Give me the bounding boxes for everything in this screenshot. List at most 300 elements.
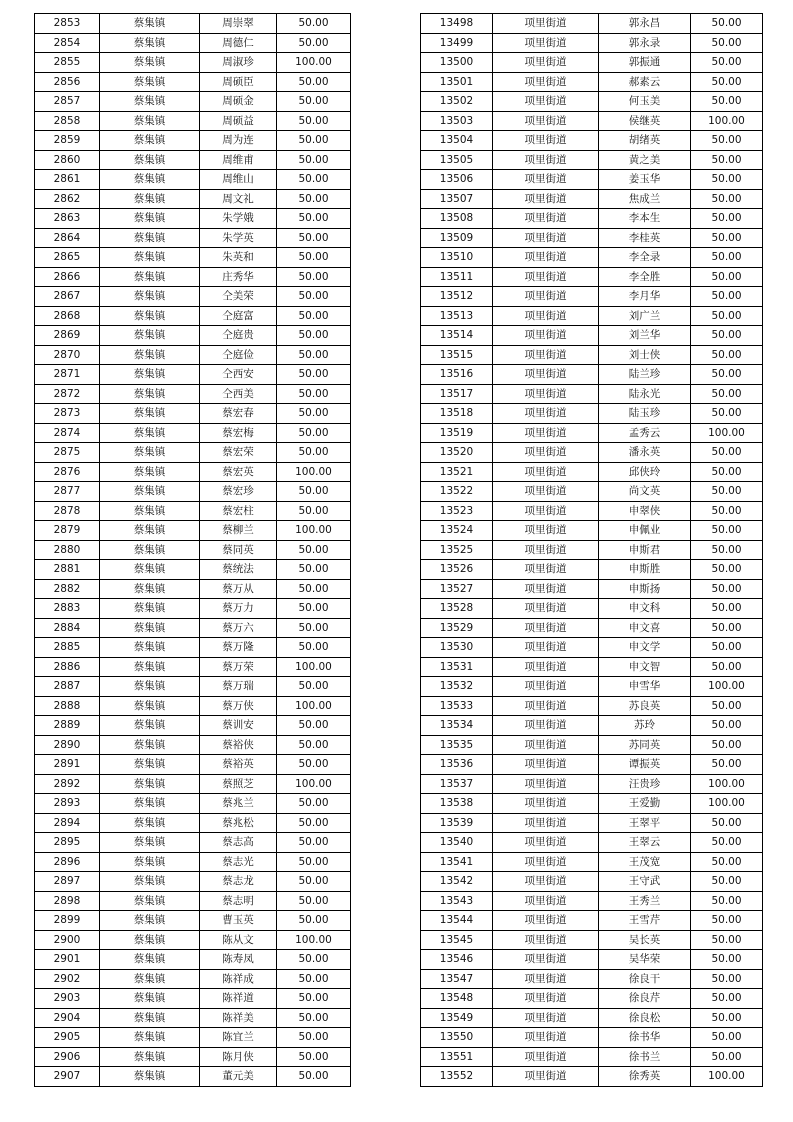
person-name-cell: 蔡兆兰 bbox=[200, 794, 277, 814]
person-name-cell: 周硕益 bbox=[200, 111, 277, 131]
amount-cell: 100.00 bbox=[691, 774, 763, 794]
person-name-cell: 苏同英 bbox=[599, 735, 691, 755]
person-name-cell: 申翠侠 bbox=[599, 501, 691, 521]
person-name-cell: 刘兰华 bbox=[599, 326, 691, 346]
amount-cell: 50.00 bbox=[691, 267, 763, 287]
amount-cell: 50.00 bbox=[691, 911, 763, 931]
table-row bbox=[35, 33, 351, 53]
amount-cell: 50.00 bbox=[277, 501, 351, 521]
person-name-cell: 王守武 bbox=[599, 872, 691, 892]
amount-cell: 100.00 bbox=[691, 111, 763, 131]
serial-number-cell: 2866 bbox=[35, 267, 100, 287]
amount-cell: 50.00 bbox=[277, 384, 351, 404]
amount-cell: 50.00 bbox=[691, 1047, 763, 1067]
township-cell: 蔡集镇 bbox=[100, 696, 200, 716]
serial-number-cell: 2872 bbox=[35, 384, 100, 404]
person-name-cell: 蔡宏英 bbox=[200, 462, 277, 482]
amount-cell: 50.00 bbox=[691, 345, 763, 365]
table-row bbox=[421, 150, 763, 170]
amount-cell: 50.00 bbox=[691, 950, 763, 970]
person-name-cell: 朱学英 bbox=[200, 228, 277, 248]
person-name-cell: 焦成兰 bbox=[599, 189, 691, 209]
table-row bbox=[421, 345, 763, 365]
amount-cell: 50.00 bbox=[277, 248, 351, 268]
amount-cell: 50.00 bbox=[277, 150, 351, 170]
person-name-cell: 陈宜兰 bbox=[200, 1028, 277, 1048]
township-cell: 蔡集镇 bbox=[100, 384, 200, 404]
serial-number-cell: 2862 bbox=[35, 189, 100, 209]
township-cell: 项里街道 bbox=[493, 443, 599, 463]
township-cell: 蔡集镇 bbox=[100, 365, 200, 385]
table-row bbox=[421, 638, 763, 658]
serial-number-cell: 2889 bbox=[35, 716, 100, 736]
table-row bbox=[35, 638, 351, 658]
serial-number-cell: 13508 bbox=[421, 209, 493, 229]
amount-cell: 50.00 bbox=[691, 209, 763, 229]
serial-number-cell: 2856 bbox=[35, 72, 100, 92]
serial-number-cell: 13537 bbox=[421, 774, 493, 794]
amount-cell: 50.00 bbox=[277, 92, 351, 112]
table-row bbox=[35, 716, 351, 736]
table-row bbox=[421, 384, 763, 404]
table-row bbox=[35, 833, 351, 853]
amount-cell: 50.00 bbox=[691, 189, 763, 209]
township-cell: 蔡集镇 bbox=[100, 150, 200, 170]
amount-cell: 50.00 bbox=[691, 969, 763, 989]
amount-cell: 50.00 bbox=[277, 833, 351, 853]
amount-cell: 50.00 bbox=[691, 521, 763, 541]
amount-cell: 50.00 bbox=[277, 1047, 351, 1067]
amount-cell: 50.00 bbox=[277, 33, 351, 53]
serial-number-cell: 13524 bbox=[421, 521, 493, 541]
serial-number-cell: 2882 bbox=[35, 579, 100, 599]
township-cell: 蔡集镇 bbox=[100, 209, 200, 229]
table-row bbox=[421, 1067, 763, 1087]
township-cell: 蔡集镇 bbox=[100, 248, 200, 268]
person-name-cell: 汪贵珍 bbox=[599, 774, 691, 794]
serial-number-cell: 13520 bbox=[421, 443, 493, 463]
person-name-cell: 周维甫 bbox=[200, 150, 277, 170]
township-cell: 蔡集镇 bbox=[100, 618, 200, 638]
person-name-cell: 王翠平 bbox=[599, 813, 691, 833]
serial-number-cell: 2896 bbox=[35, 852, 100, 872]
serial-number-cell: 2870 bbox=[35, 345, 100, 365]
serial-number-cell: 13512 bbox=[421, 287, 493, 307]
amount-cell: 50.00 bbox=[691, 482, 763, 502]
amount-cell: 50.00 bbox=[691, 813, 763, 833]
amount-cell: 100.00 bbox=[277, 53, 351, 73]
township-cell: 项里街道 bbox=[493, 1028, 599, 1048]
township-cell: 项里街道 bbox=[493, 950, 599, 970]
amount-cell: 50.00 bbox=[691, 540, 763, 560]
person-name-cell: 周硕金 bbox=[200, 92, 277, 112]
amount-cell: 50.00 bbox=[691, 696, 763, 716]
right-subsidy-table bbox=[420, 13, 763, 1087]
person-name-cell: 申斯胜 bbox=[599, 560, 691, 580]
person-name-cell: 朱学娥 bbox=[200, 209, 277, 229]
serial-number-cell: 2868 bbox=[35, 306, 100, 326]
table-row bbox=[35, 540, 351, 560]
serial-number-cell: 13529 bbox=[421, 618, 493, 638]
table-row bbox=[35, 462, 351, 482]
serial-number-cell: 13507 bbox=[421, 189, 493, 209]
serial-number-cell: 13500 bbox=[421, 53, 493, 73]
serial-number-cell: 2894 bbox=[35, 813, 100, 833]
person-name-cell: 徐良干 bbox=[599, 969, 691, 989]
serial-number-cell: 13546 bbox=[421, 950, 493, 970]
amount-cell: 50.00 bbox=[691, 1008, 763, 1028]
table-row bbox=[35, 111, 351, 131]
table-row bbox=[421, 755, 763, 775]
amount-cell: 50.00 bbox=[691, 891, 763, 911]
township-cell: 蔡集镇 bbox=[100, 521, 200, 541]
serial-number-cell: 2861 bbox=[35, 170, 100, 190]
table-row bbox=[421, 833, 763, 853]
amount-cell: 100.00 bbox=[691, 677, 763, 697]
table-row bbox=[421, 521, 763, 541]
table-row bbox=[421, 774, 763, 794]
person-name-cell: 郭永昌 bbox=[599, 14, 691, 34]
serial-number-cell: 13531 bbox=[421, 657, 493, 677]
table-row bbox=[421, 677, 763, 697]
table-row bbox=[421, 813, 763, 833]
table-row bbox=[35, 891, 351, 911]
serial-number-cell: 2871 bbox=[35, 365, 100, 385]
table-row bbox=[35, 72, 351, 92]
serial-number-cell: 2854 bbox=[35, 33, 100, 53]
table-row bbox=[35, 14, 351, 34]
amount-cell: 50.00 bbox=[277, 443, 351, 463]
person-name-cell: 周德仁 bbox=[200, 33, 277, 53]
person-name-cell: 仝西安 bbox=[200, 365, 277, 385]
township-cell: 项里街道 bbox=[493, 891, 599, 911]
amount-cell: 50.00 bbox=[277, 579, 351, 599]
serial-number-cell: 2886 bbox=[35, 657, 100, 677]
table-row bbox=[35, 989, 351, 1009]
township-cell: 项里街道 bbox=[493, 930, 599, 950]
amount-cell: 50.00 bbox=[277, 735, 351, 755]
amount-cell: 50.00 bbox=[277, 131, 351, 151]
amount-cell: 50.00 bbox=[691, 872, 763, 892]
table-row bbox=[35, 1008, 351, 1028]
township-cell: 项里街道 bbox=[493, 1067, 599, 1087]
amount-cell: 50.00 bbox=[691, 365, 763, 385]
amount-cell: 50.00 bbox=[691, 326, 763, 346]
amount-cell: 100.00 bbox=[691, 1067, 763, 1087]
serial-number-cell: 13525 bbox=[421, 540, 493, 560]
amount-cell: 50.00 bbox=[277, 228, 351, 248]
amount-cell: 50.00 bbox=[691, 989, 763, 1009]
township-cell: 蔡集镇 bbox=[100, 1047, 200, 1067]
amount-cell: 50.00 bbox=[277, 813, 351, 833]
table-row bbox=[421, 969, 763, 989]
township-cell: 蔡集镇 bbox=[100, 423, 200, 443]
person-name-cell: 李本生 bbox=[599, 209, 691, 229]
township-cell: 项里街道 bbox=[493, 345, 599, 365]
person-name-cell: 蔡照芝 bbox=[200, 774, 277, 794]
township-cell: 项里街道 bbox=[493, 209, 599, 229]
amount-cell: 50.00 bbox=[691, 384, 763, 404]
serial-number-cell: 13511 bbox=[421, 267, 493, 287]
township-cell: 蔡集镇 bbox=[100, 72, 200, 92]
table-row bbox=[35, 326, 351, 346]
amount-cell: 50.00 bbox=[277, 560, 351, 580]
person-name-cell: 陈祥道 bbox=[200, 989, 277, 1009]
serial-number-cell: 13527 bbox=[421, 579, 493, 599]
amount-cell: 50.00 bbox=[691, 852, 763, 872]
person-name-cell: 李桂英 bbox=[599, 228, 691, 248]
serial-number-cell: 2888 bbox=[35, 696, 100, 716]
serial-number-cell: 2900 bbox=[35, 930, 100, 950]
person-name-cell: 陈祥美 bbox=[200, 1008, 277, 1028]
person-name-cell: 苏良英 bbox=[599, 696, 691, 716]
township-cell: 蔡集镇 bbox=[100, 930, 200, 950]
amount-cell: 50.00 bbox=[691, 599, 763, 619]
serial-number-cell: 2891 bbox=[35, 755, 100, 775]
amount-cell: 50.00 bbox=[691, 735, 763, 755]
person-name-cell: 陆玉珍 bbox=[599, 404, 691, 424]
person-name-cell: 申文喜 bbox=[599, 618, 691, 638]
table-row bbox=[421, 267, 763, 287]
amount-cell: 50.00 bbox=[277, 911, 351, 931]
person-name-cell: 朱英和 bbox=[200, 248, 277, 268]
table-row bbox=[421, 248, 763, 268]
person-name-cell: 李全胜 bbox=[599, 267, 691, 287]
person-name-cell: 蔡万隆 bbox=[200, 638, 277, 658]
serial-number-cell: 2859 bbox=[35, 131, 100, 151]
left-table-body bbox=[35, 14, 351, 1087]
serial-number-cell: 13518 bbox=[421, 404, 493, 424]
township-cell: 项里街道 bbox=[493, 384, 599, 404]
table-row bbox=[35, 794, 351, 814]
amount-cell: 50.00 bbox=[277, 638, 351, 658]
serial-number-cell: 13509 bbox=[421, 228, 493, 248]
township-cell: 项里街道 bbox=[493, 131, 599, 151]
table-row bbox=[421, 735, 763, 755]
amount-cell: 50.00 bbox=[277, 345, 351, 365]
township-cell: 蔡集镇 bbox=[100, 482, 200, 502]
person-name-cell: 郝素云 bbox=[599, 72, 691, 92]
amount-cell: 50.00 bbox=[691, 404, 763, 424]
person-name-cell: 蔡志高 bbox=[200, 833, 277, 853]
township-cell: 项里街道 bbox=[493, 53, 599, 73]
serial-number-cell: 2877 bbox=[35, 482, 100, 502]
township-cell: 蔡集镇 bbox=[100, 794, 200, 814]
amount-cell: 50.00 bbox=[691, 462, 763, 482]
table-row bbox=[421, 33, 763, 53]
person-name-cell: 姜玉华 bbox=[599, 170, 691, 190]
table-row bbox=[421, 872, 763, 892]
township-cell: 蔡集镇 bbox=[100, 911, 200, 931]
amount-cell: 50.00 bbox=[691, 716, 763, 736]
table-row bbox=[421, 131, 763, 151]
person-name-cell: 蔡志光 bbox=[200, 852, 277, 872]
amount-cell: 50.00 bbox=[691, 443, 763, 463]
serial-number-cell: 13544 bbox=[421, 911, 493, 931]
table-row bbox=[35, 560, 351, 580]
serial-number-cell: 13532 bbox=[421, 677, 493, 697]
table-row bbox=[35, 1067, 351, 1087]
person-name-cell: 蔡万力 bbox=[200, 599, 277, 619]
table-row bbox=[35, 950, 351, 970]
table-row bbox=[35, 696, 351, 716]
township-cell: 蔡集镇 bbox=[100, 891, 200, 911]
amount-cell: 50.00 bbox=[277, 989, 351, 1009]
person-name-cell: 刘士侠 bbox=[599, 345, 691, 365]
township-cell: 项里街道 bbox=[493, 989, 599, 1009]
person-name-cell: 陈寿凤 bbox=[200, 950, 277, 970]
serial-number-cell: 13552 bbox=[421, 1067, 493, 1087]
township-cell: 蔡集镇 bbox=[100, 443, 200, 463]
township-cell: 蔡集镇 bbox=[100, 1067, 200, 1087]
township-cell: 蔡集镇 bbox=[100, 599, 200, 619]
person-name-cell: 申佩业 bbox=[599, 521, 691, 541]
amount-cell: 50.00 bbox=[277, 306, 351, 326]
table-row bbox=[421, 443, 763, 463]
amount-cell: 100.00 bbox=[691, 794, 763, 814]
township-cell: 蔡集镇 bbox=[100, 267, 200, 287]
table-row bbox=[35, 170, 351, 190]
person-name-cell: 王秀兰 bbox=[599, 891, 691, 911]
amount-cell: 50.00 bbox=[691, 131, 763, 151]
serial-number-cell: 2853 bbox=[35, 14, 100, 34]
township-cell: 蔡集镇 bbox=[100, 540, 200, 560]
serial-number-cell: 13510 bbox=[421, 248, 493, 268]
table-row bbox=[421, 423, 763, 443]
person-name-cell: 仝美荣 bbox=[200, 287, 277, 307]
amount-cell: 50.00 bbox=[277, 1008, 351, 1028]
amount-cell: 50.00 bbox=[691, 833, 763, 853]
serial-number-cell: 13521 bbox=[421, 462, 493, 482]
table-row bbox=[35, 930, 351, 950]
amount-cell: 50.00 bbox=[277, 618, 351, 638]
serial-number-cell: 13498 bbox=[421, 14, 493, 34]
table-row bbox=[35, 872, 351, 892]
table-row bbox=[421, 14, 763, 34]
serial-number-cell: 2869 bbox=[35, 326, 100, 346]
table-row bbox=[421, 111, 763, 131]
person-name-cell: 蔡志明 bbox=[200, 891, 277, 911]
amount-cell: 50.00 bbox=[691, 287, 763, 307]
township-cell: 蔡集镇 bbox=[100, 716, 200, 736]
township-cell: 项里街道 bbox=[493, 677, 599, 697]
amount-cell: 50.00 bbox=[691, 72, 763, 92]
table-row bbox=[35, 911, 351, 931]
amount-cell: 50.00 bbox=[277, 716, 351, 736]
table-row bbox=[35, 228, 351, 248]
amount-cell: 50.00 bbox=[691, 560, 763, 580]
person-name-cell: 蔡统法 bbox=[200, 560, 277, 580]
table-row bbox=[421, 1047, 763, 1067]
township-cell: 项里街道 bbox=[493, 579, 599, 599]
serial-number-cell: 2864 bbox=[35, 228, 100, 248]
person-name-cell: 仝西美 bbox=[200, 384, 277, 404]
township-cell: 蔡集镇 bbox=[100, 1028, 200, 1048]
township-cell: 蔡集镇 bbox=[100, 111, 200, 131]
amount-cell: 50.00 bbox=[691, 248, 763, 268]
person-name-cell: 蔡宏荣 bbox=[200, 443, 277, 463]
person-name-cell: 王爱勤 bbox=[599, 794, 691, 814]
table-row bbox=[421, 92, 763, 112]
person-name-cell: 吴华荣 bbox=[599, 950, 691, 970]
amount-cell: 50.00 bbox=[277, 1028, 351, 1048]
amount-cell: 50.00 bbox=[277, 287, 351, 307]
township-cell: 蔡集镇 bbox=[100, 345, 200, 365]
township-cell: 项里街道 bbox=[493, 540, 599, 560]
table-row bbox=[421, 189, 763, 209]
township-cell: 项里街道 bbox=[493, 657, 599, 677]
serial-number-cell: 13502 bbox=[421, 92, 493, 112]
table-row bbox=[421, 696, 763, 716]
township-cell: 项里街道 bbox=[493, 462, 599, 482]
amount-cell: 100.00 bbox=[277, 774, 351, 794]
table-row bbox=[35, 189, 351, 209]
serial-number-cell: 13505 bbox=[421, 150, 493, 170]
table-row bbox=[35, 677, 351, 697]
table-row bbox=[35, 735, 351, 755]
table-row bbox=[421, 794, 763, 814]
serial-number-cell: 2893 bbox=[35, 794, 100, 814]
serial-number-cell: 13538 bbox=[421, 794, 493, 814]
township-cell: 蔡集镇 bbox=[100, 170, 200, 190]
serial-number-cell: 2895 bbox=[35, 833, 100, 853]
township-cell: 项里街道 bbox=[493, 969, 599, 989]
serial-number-cell: 2906 bbox=[35, 1047, 100, 1067]
serial-number-cell: 2873 bbox=[35, 404, 100, 424]
township-cell: 蔡集镇 bbox=[100, 735, 200, 755]
serial-number-cell: 13549 bbox=[421, 1008, 493, 1028]
township-cell: 蔡集镇 bbox=[100, 774, 200, 794]
person-name-cell: 蔡宏春 bbox=[200, 404, 277, 424]
serial-number-cell: 13501 bbox=[421, 72, 493, 92]
serial-number-cell: 13504 bbox=[421, 131, 493, 151]
township-cell: 项里街道 bbox=[493, 833, 599, 853]
amount-cell: 50.00 bbox=[691, 150, 763, 170]
table-row bbox=[35, 267, 351, 287]
table-row bbox=[421, 72, 763, 92]
amount-cell: 50.00 bbox=[691, 755, 763, 775]
serial-number-cell: 13528 bbox=[421, 599, 493, 619]
serial-number-cell: 13540 bbox=[421, 833, 493, 853]
serial-number-cell: 13506 bbox=[421, 170, 493, 190]
person-name-cell: 蔡柳兰 bbox=[200, 521, 277, 541]
serial-number-cell: 13547 bbox=[421, 969, 493, 989]
township-cell: 蔡集镇 bbox=[100, 969, 200, 989]
person-name-cell: 蔡训安 bbox=[200, 716, 277, 736]
person-name-cell: 仝庭富 bbox=[200, 306, 277, 326]
township-cell: 蔡集镇 bbox=[100, 852, 200, 872]
amount-cell: 50.00 bbox=[277, 482, 351, 502]
person-name-cell: 董元美 bbox=[200, 1067, 277, 1087]
amount-cell: 50.00 bbox=[691, 638, 763, 658]
township-cell: 蔡集镇 bbox=[100, 189, 200, 209]
township-cell: 项里街道 bbox=[493, 716, 599, 736]
person-name-cell: 蔡同英 bbox=[200, 540, 277, 560]
serial-number-cell: 2903 bbox=[35, 989, 100, 1009]
township-cell: 项里街道 bbox=[493, 696, 599, 716]
amount-cell: 50.00 bbox=[691, 657, 763, 677]
amount-cell: 50.00 bbox=[691, 33, 763, 53]
township-cell: 蔡集镇 bbox=[100, 306, 200, 326]
township-cell: 项里街道 bbox=[493, 638, 599, 658]
township-cell: 项里街道 bbox=[493, 774, 599, 794]
serial-number-cell: 13514 bbox=[421, 326, 493, 346]
amount-cell: 50.00 bbox=[277, 599, 351, 619]
township-cell: 蔡集镇 bbox=[100, 33, 200, 53]
person-name-cell: 胡绪英 bbox=[599, 131, 691, 151]
table-row bbox=[421, 306, 763, 326]
township-cell: 蔡集镇 bbox=[100, 989, 200, 1009]
